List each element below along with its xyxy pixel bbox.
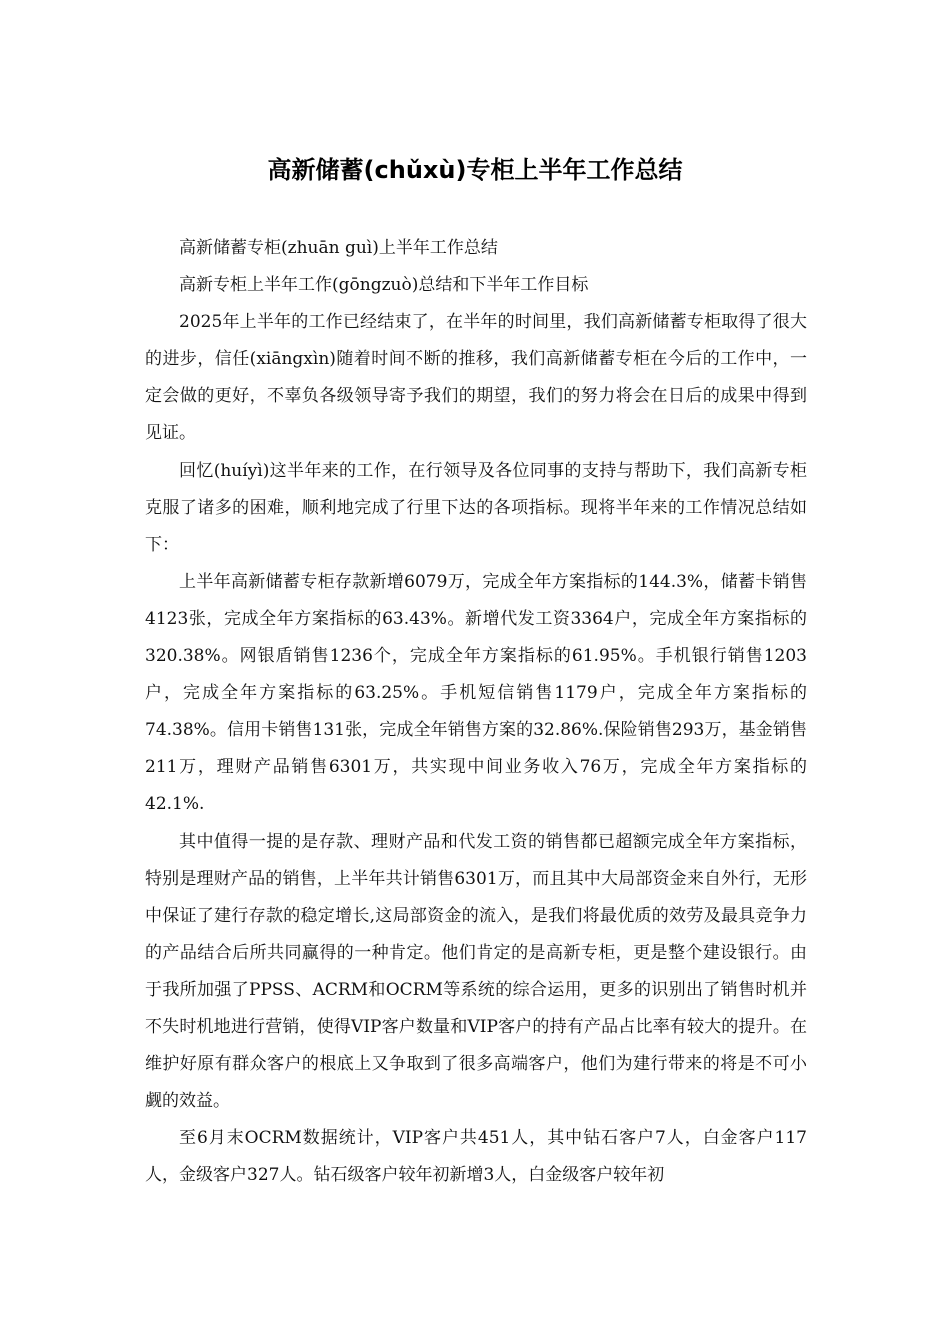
paragraph-vip-stats: 至6月末OCRM数据统计，VIP客户共451人，其中钻石客户7人，白金客户117人，金级客户327人。钻石级客户较年初新增3人，白金级客户较年初 [145,1128,807,1186]
document-title: 高新储蓄(chǔxù)专柜上半年工作总结 [267,156,683,184]
paragraph-intro: 2025年上半年的工作已经结束了，在半年的时间里，我们高新储蓄专柜取得了很大的进步，信任(xiāngxìn)随着时间不断的推移，我们高新储蓄专柜在今后的工作中，一定会做的更好，不辜负各级领导寄予我们的期望，我们的努力将会在日后的成果中得到见证。 [145,312,807,444]
paragraph-subtitle-1: 高新储蓄专柜(zhuān guì)上半年工作总结 [179,238,498,258]
paragraph-highlights: 其中值得一提的是存款、理财产品和代发工资的销售都已超额完成全年方案指标，特别是理财产品的销售，上半年共计销售6301万，而且其中大局部资金来自外行，无形中保证了建行存款的稳定增长,这局部资金的流入，是我们将最优质的效劳及最具竞争力的产品结合后所共同赢得的一种肯定。他们肯定的是高新专柜，更是整个建设银行。由于我所加强了PPSS、ACRM和OCRM等系统的综合运用，更多的识别出了销售时机并不失时机地进行营销，使得VIP客户数量和VIP客户的持有产品占比率有较大的提升。在维护好原有群众客户的根底上又争取到了很多高端客户，他们为建行带来的将是不可小觑的效益。 [145,831,807,1112]
paragraph-metrics: 上半年高新储蓄专柜存款新增6079万，完成全年方案指标的144.3%，储蓄卡销售4123张，完成全年方案指标的63.43%。新增代发工资3364户，完成全年方案指标的320.38%。网银盾销售1236个，完成全年方案指标的61.95%。手机银行销售1203户，完成全年方案指标的63.25%。手机短信销售1179户，完成全年方案指标的74.38%。信用卡销售131张，完成全年销售方案的32.86%.保险销售293万，基金销售211万，理财产品销售6301万，共实现中间业务收入76万，完成全年方案指标的42.1%. [145,571,807,815]
paragraph-subtitle-2: 高新专柜上半年工作(gōngzuò)总结和下半年工作目标 [179,275,589,296]
paragraph-review: 回忆(huíyì)这半年来的工作，在行领导及各位同事的支持与帮助下，我们高新专柜克服了诸多的困难，顺利地完成了行里下达的各项指标。现将半年来的工作情况总结如下： [145,460,807,555]
document-body [145,230,807,1194]
